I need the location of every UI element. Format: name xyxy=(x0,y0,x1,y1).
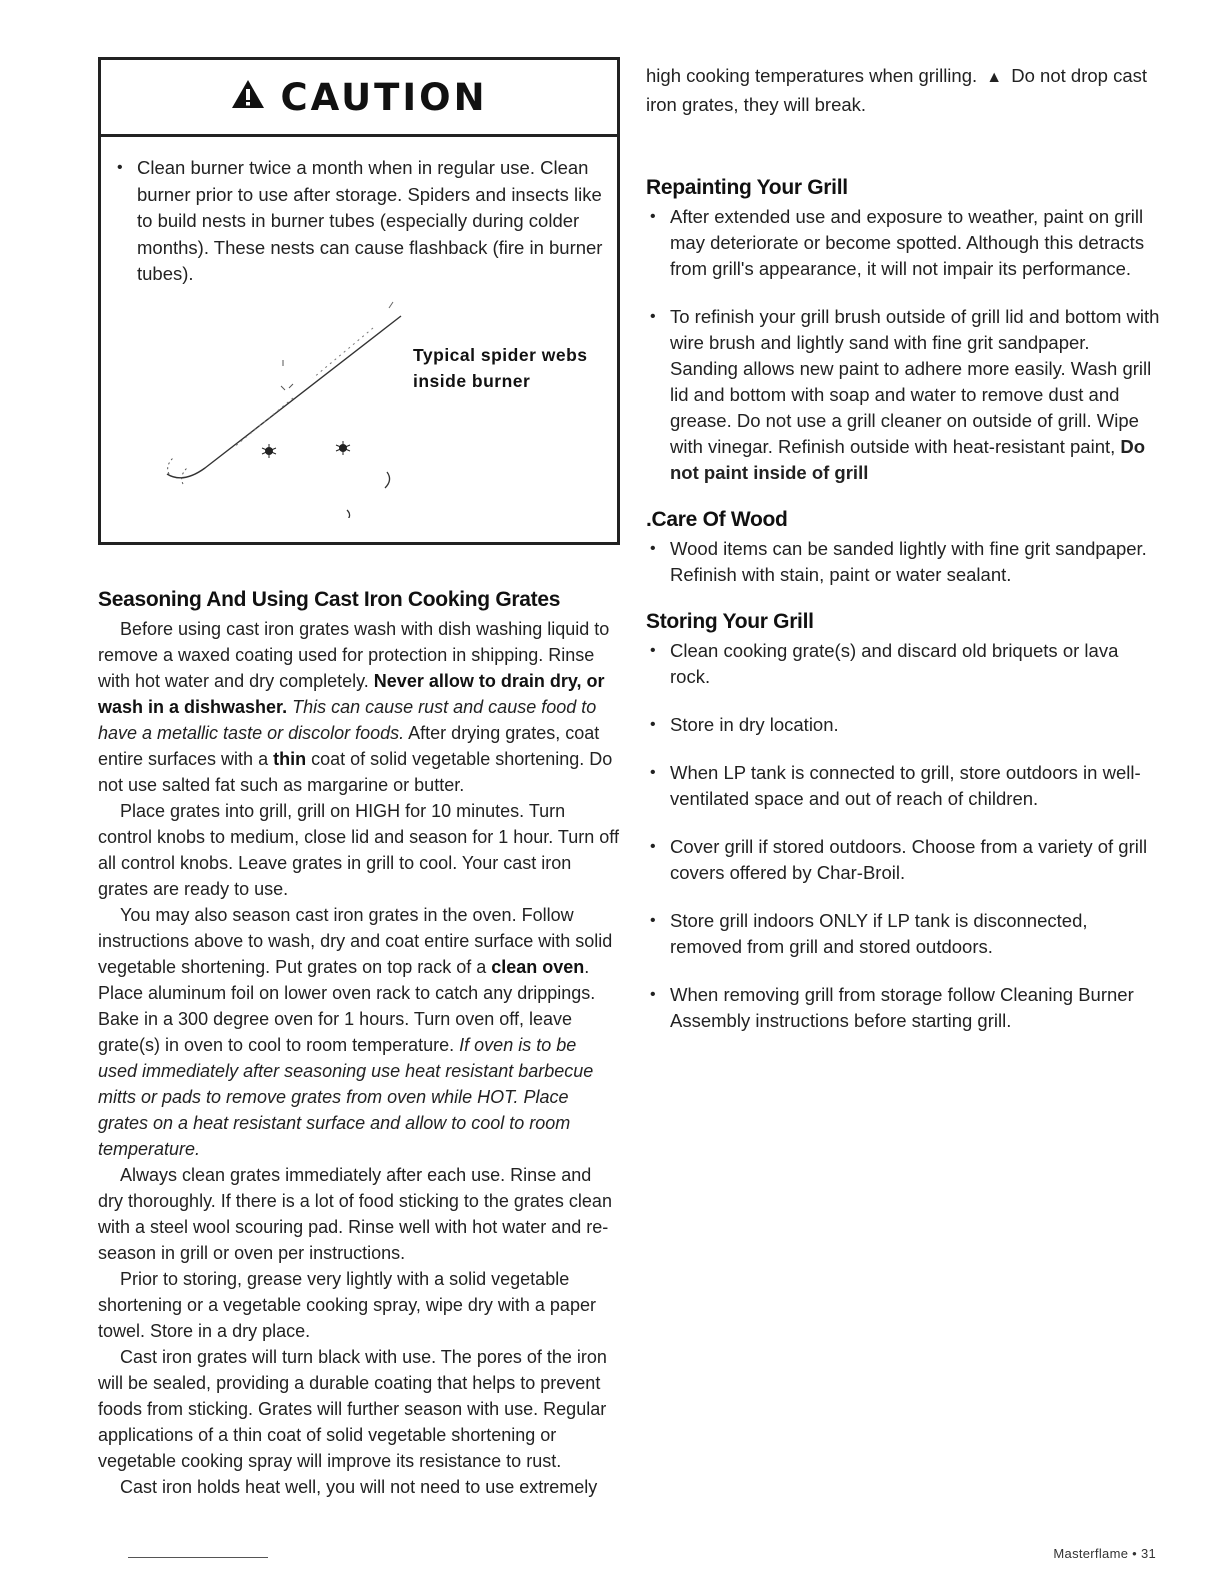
storing-item: • Cover grill if stored outdoors. Choose from a variety of grill covers offered by Char-Broil. xyxy=(646,834,1162,886)
seasoning-paragraph-6: Cast iron grates will turn black with use. The pores of the iron will be sealed, providing a durable coating that helps to prevent foods from sticking. Grates will further season with use. Regular applications of a thin coat of solid vegetable shortening or vegetable cooking spray will improve its resistance to rust. xyxy=(98,1347,607,1471)
footer-brand: Masterflame xyxy=(1053,1546,1129,1561)
footer-separator: • xyxy=(1132,1546,1138,1561)
text: You may also season cast iron grates in the oven. Follow instructions above to wash, dry and coat entire surface with solid vegetable shortening. Put grates on top rack of a xyxy=(98,905,613,977)
text: To refinish your grill brush outside of grill lid and bottom with wire brush and lightly sand with fine grit sandpaper. Sanding allows new paint to adhere more easily. Wash grill lid and bottom with soap and water to remove dust and grease. Do not use a grill cleaner on outside of grill. Wipe with vinegar. Refinish outside with heat-resistant paint, xyxy=(670,306,1160,457)
text: Do not drop cast iron grates, they will break. xyxy=(646,65,1148,115)
seasoning-paragraph-3 xyxy=(98,902,620,1162)
left-column xyxy=(98,57,620,545)
seasoning-paragraph-5: Prior to storing, grease very lightly with a solid vegetable shortening or a vegetable cooking spray, wipe dry with a paper towel. Store in a dry place. xyxy=(98,1269,596,1341)
seasoning-paragraph-4: Always clean grates immediately after each use. Rinse and dry thoroughly. If there is a lot of food sticking to the grates clean with a steel wool scouring pad. Rinse well with hot water and re-season in grill or oven per instructions. xyxy=(98,1165,612,1263)
caution-title: CAUTION xyxy=(280,75,488,119)
warning-triangle-icon xyxy=(230,76,266,119)
storing-item: • When LP tank is connected to grill, store outdoors in well-ventilated space and out of reach of children. xyxy=(646,760,1162,812)
spider-web-figure xyxy=(113,288,607,548)
seasoning-paragraph-1 xyxy=(98,616,620,798)
right-column xyxy=(646,62,1162,1056)
repainting-section xyxy=(646,176,1162,486)
storing-section xyxy=(646,610,1162,1034)
storing-item: • Store grill indoors ONLY if LP tank is disconnected, removed from grill and stored outdoors. xyxy=(646,908,1162,960)
seasoning-paragraph-2: Place grates into grill, grill on HIGH for 10 minutes. Turn control knobs to medium, close lid and season for 1 hour. Turn off all control knobs. Leave grates in grill to cool. Your cast iron grates are ready to use. xyxy=(98,801,619,899)
text: . Place aluminum foil on lower oven rack to catch any drippings. Bake in a 300 degree oven for 1 hours. Turn oven off, leave grate(s) in oven to cool to room temperature. xyxy=(98,957,596,1055)
caution-box xyxy=(98,57,620,545)
warning-triangle-icon: ▲ xyxy=(986,69,1003,86)
repainting-bullet-2 xyxy=(646,304,1162,486)
text: After drying grates, coat entire surfaces with a xyxy=(98,723,600,769)
caution-header xyxy=(101,60,617,137)
wood-heading: .Care Of Wood xyxy=(646,508,788,531)
emphasis: clean oven xyxy=(491,957,585,977)
repainting-bullet-1: • After extended use and exposure to weather, paint on grill may deteriorate or become spotted. Although this detracts from grill's appearance, it will not impair its performance. xyxy=(646,204,1162,282)
continued-text xyxy=(646,62,1162,118)
storing-item: • When removing grill from storage follow Cleaning Burner Assembly instructions before starting grill. xyxy=(646,982,1162,1034)
caution-body xyxy=(101,137,617,548)
seasoning-paragraph-7: Cast iron holds heat well, you will not need to use extremely xyxy=(120,1477,598,1497)
repainting-heading: Repainting Your Grill xyxy=(646,176,848,199)
italic-note: If oven is to be used immediately after seasoning use heat resistant barbecue mitts or pads to remove grates from oven while HOT. Place grates on a heat resistant surface and allow to cool to room temperature. xyxy=(98,1035,594,1159)
wood-section xyxy=(646,508,1162,588)
seasoning-heading: Seasoning And Using Cast Iron Cooking Grates xyxy=(98,588,561,611)
emphasis: thin xyxy=(273,749,307,769)
page-footer xyxy=(1053,1546,1156,1561)
seasoning-section xyxy=(98,588,620,1500)
caution-bullet: • Clean burner twice a month when in regular use. Clean burner prior to use after storage. Spiders and insects like to build nests in burner tubes (especially during colder months). These nests can cause flashback (fire in burner tubes). xyxy=(113,155,607,288)
storing-heading: Storing Your Grill xyxy=(646,610,814,633)
text: high cooking temperatures when grilling. xyxy=(646,65,978,86)
figure-caption: Typical spider webs inside burner xyxy=(413,344,588,391)
text: coat of solid vegetable shortening. Do not use salted fat such as margarine or butter. xyxy=(98,749,613,795)
footer-rule xyxy=(128,1557,268,1558)
storing-item: • Clean cooking grate(s) and discard old briquets or lava rock. xyxy=(646,638,1162,690)
text: Before using cast iron grates wash with dish washing liquid to remove a waxed coating used for protection in shipping. Rinse with hot water and dry completely. xyxy=(98,619,610,691)
storing-item: • Store in dry location. xyxy=(646,712,1162,738)
page-number: 31 xyxy=(1140,1546,1156,1561)
emphasis: Never allow to drain dry, or wash in a dishwasher. xyxy=(98,671,605,717)
burner-tube-illustration xyxy=(143,288,403,518)
italic-note: This can cause rust and cause food to have a metallic taste or discolor foods. xyxy=(98,697,597,743)
emphasis: Do not paint inside of grill xyxy=(670,436,1146,483)
wood-bullet: • Wood items can be sanded lightly with fine grit sandpaper. Refinish with stain, paint or water sealant. xyxy=(646,536,1162,588)
